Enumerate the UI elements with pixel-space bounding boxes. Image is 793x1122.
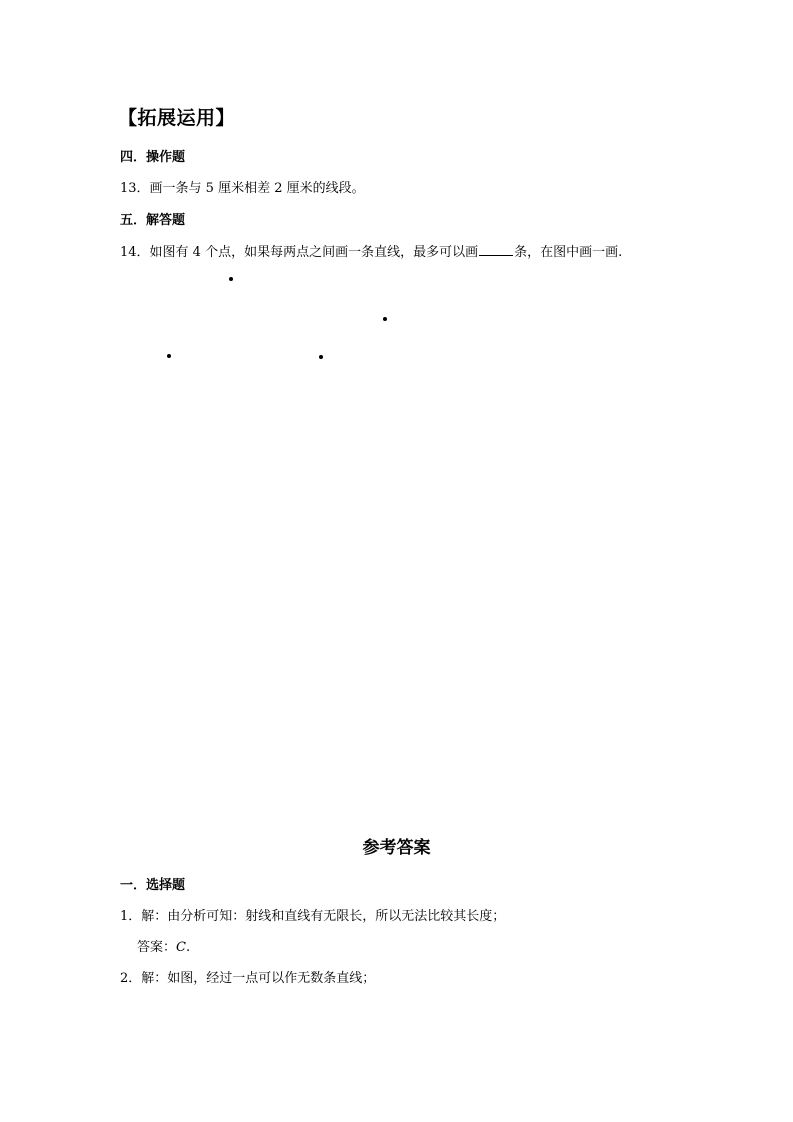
- question-13: 13．画一条与 5 厘米相差 2 厘米的线段。: [120, 181, 365, 196]
- answer-blank: [479, 243, 513, 256]
- answer-1-choice: C: [176, 940, 186, 955]
- point-dot: [229, 277, 233, 281]
- point-dot: [383, 317, 387, 321]
- point-dot: [167, 354, 171, 358]
- answer-1-suffix: .: [185, 940, 191, 955]
- question-14-text-after: 条，在图中画一画.: [514, 245, 623, 260]
- answer-1-prefix: 答案：: [137, 940, 177, 955]
- answers-title: 参考答案: [362, 838, 431, 858]
- point-dot: [319, 355, 323, 359]
- answers-section-1-heading: 一．选择题: [120, 878, 186, 893]
- answer-1-line-2: [137, 936, 190, 955]
- answer-1-line-1: 1．解：由分析可知：射线和直线有无限长，所以无法比较其长度；: [120, 909, 506, 924]
- question-14: [120, 241, 622, 260]
- section-5-heading: 五．解答题: [120, 213, 186, 228]
- answer-2-line-1: 2．解：如图，经过一点可以作无数条直线；: [120, 971, 376, 986]
- question-14-text-before: 14．如图有 4 个点，如果每两点之间画一条直线，最多可以画: [120, 245, 479, 260]
- extension-section-title: 【拓展运用】: [118, 107, 236, 129]
- section-4-heading: 四．操作题: [120, 150, 186, 165]
